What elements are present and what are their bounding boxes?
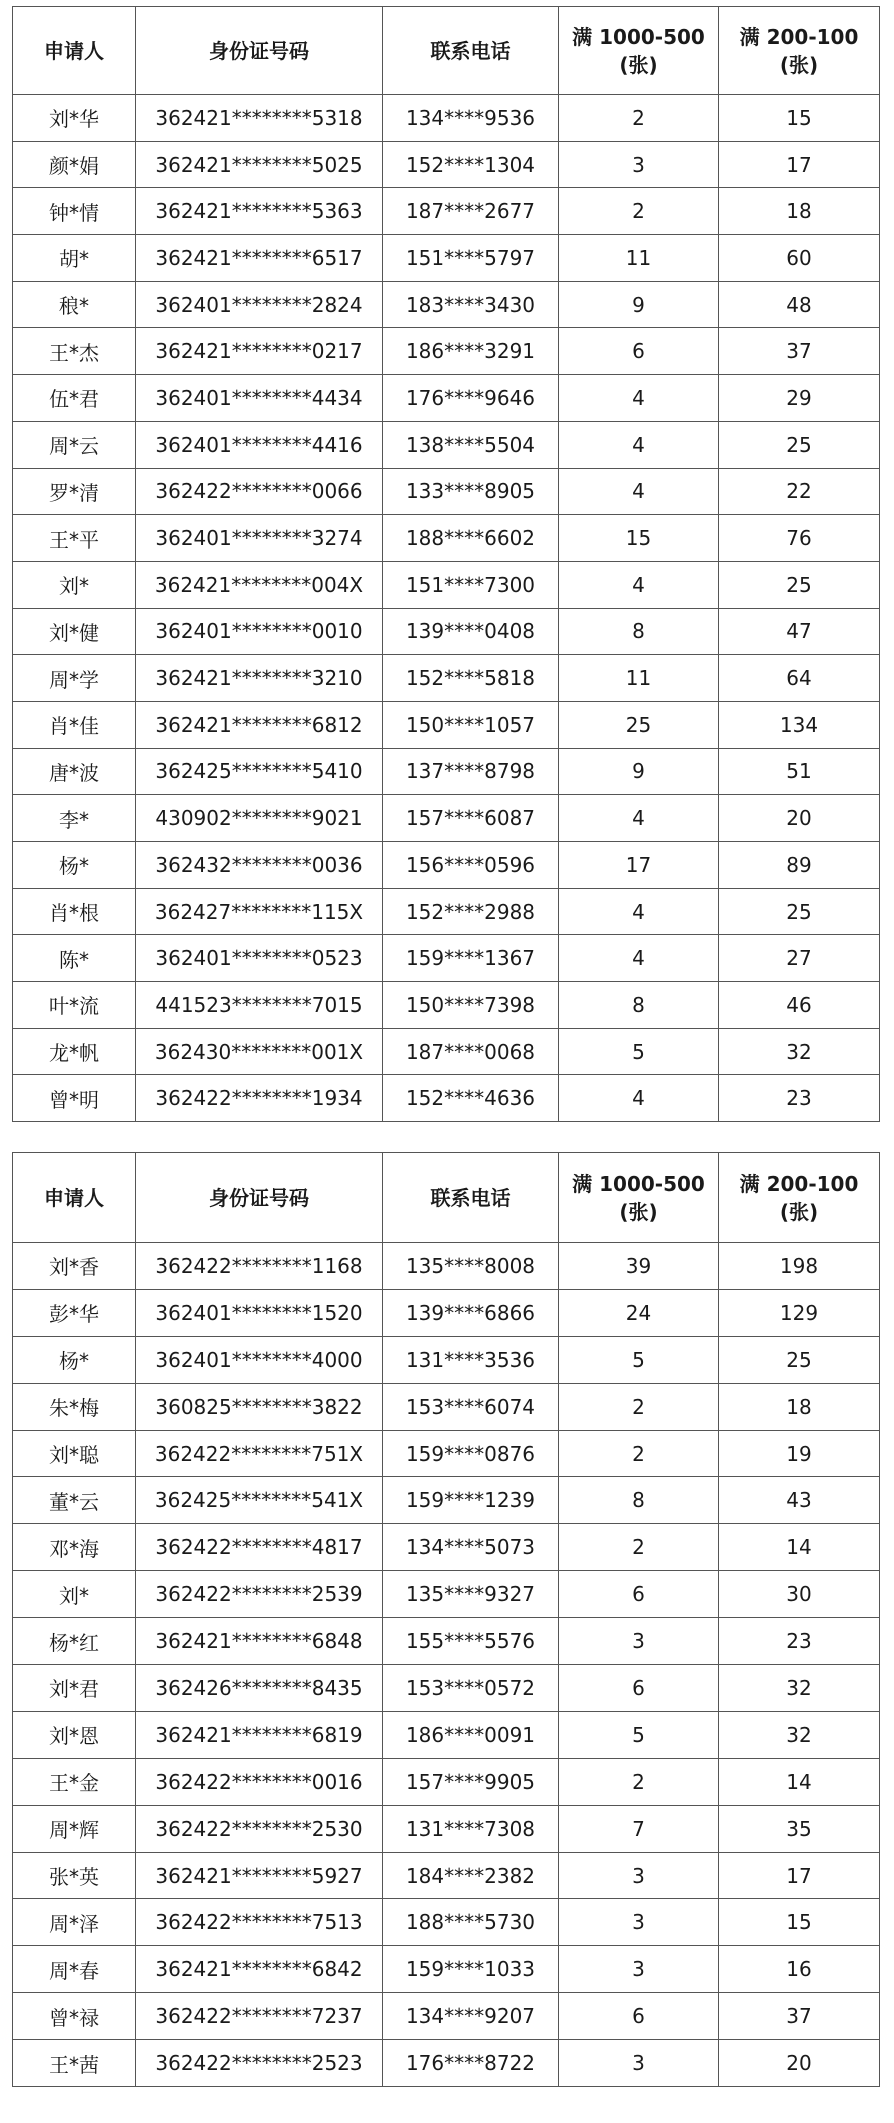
cell-coupon-1000-500: 25 xyxy=(559,701,719,748)
cell-id-number: 362401********0010 xyxy=(136,608,383,655)
cell-id-number: 362421********6848 xyxy=(136,1618,383,1665)
cell-coupon-1000-500: 5 xyxy=(559,1028,719,1075)
cell-applicant: 曾*禄 xyxy=(13,1993,136,2040)
cell-coupon-1000-500: 3 xyxy=(559,1618,719,1665)
cell-coupon-200-100: 25 xyxy=(719,1336,880,1383)
cell-phone: 137****8798 xyxy=(383,748,559,795)
cell-coupon-200-100: 129 xyxy=(719,1289,880,1336)
cell-applicant: 曾*明 xyxy=(13,1075,136,1122)
cell-id-number: 362421********6812 xyxy=(136,701,383,748)
cell-coupon-1000-500: 4 xyxy=(559,795,719,842)
cell-phone: 150****1057 xyxy=(383,701,559,748)
cell-coupon-200-100: 51 xyxy=(719,748,880,795)
cell-coupon-1000-500: 4 xyxy=(559,421,719,468)
cell-coupon-1000-500: 11 xyxy=(559,655,719,702)
cell-id-number: 362401********3274 xyxy=(136,515,383,562)
table-row xyxy=(13,375,880,422)
table-row xyxy=(13,655,880,702)
table-row xyxy=(13,141,880,188)
cell-applicant: 颜*娟 xyxy=(13,141,136,188)
cell-phone: 138****5504 xyxy=(383,421,559,468)
table-row xyxy=(13,1524,880,1571)
cell-phone: 152****2988 xyxy=(383,888,559,935)
cell-applicant: 李* xyxy=(13,795,136,842)
cell-coupon-200-100: 25 xyxy=(719,561,880,608)
cell-coupon-200-100: 17 xyxy=(719,1852,880,1899)
header-row xyxy=(13,7,880,95)
cell-coupon-1000-500: 5 xyxy=(559,1711,719,1758)
table-row xyxy=(13,421,880,468)
cell-coupon-200-100: 18 xyxy=(719,188,880,235)
cell-coupon-1000-500: 3 xyxy=(559,141,719,188)
cell-applicant: 唐*波 xyxy=(13,748,136,795)
table-row xyxy=(13,888,880,935)
cell-phone: 159****1033 xyxy=(383,1946,559,1993)
table-row xyxy=(13,1993,880,2040)
cell-applicant: 稂* xyxy=(13,281,136,328)
cell-id-number: 362422********751X xyxy=(136,1430,383,1477)
cell-applicant: 董*云 xyxy=(13,1477,136,1524)
header-id-number: 身份证号码 xyxy=(136,7,383,95)
cell-id-number: 441523********7015 xyxy=(136,982,383,1029)
cell-applicant: 钟*情 xyxy=(13,188,136,235)
cell-coupon-1000-500: 6 xyxy=(559,1571,719,1618)
cell-coupon-200-100: 14 xyxy=(719,1758,880,1805)
table-row xyxy=(13,1430,880,1477)
cell-phone: 176****9646 xyxy=(383,375,559,422)
cell-id-number: 362401********1520 xyxy=(136,1289,383,1336)
cell-coupon-1000-500: 8 xyxy=(559,982,719,1029)
cell-coupon-200-100: 25 xyxy=(719,888,880,935)
cell-coupon-200-100: 48 xyxy=(719,281,880,328)
header-coupon-200-100-unit: (张) xyxy=(779,52,819,77)
cell-coupon-1000-500: 2 xyxy=(559,1383,719,1430)
cell-coupon-200-100: 198 xyxy=(719,1243,880,1290)
table-row xyxy=(13,1336,880,1383)
cell-coupon-200-100: 22 xyxy=(719,468,880,515)
table-row xyxy=(13,1852,880,1899)
cell-coupon-200-100: 35 xyxy=(719,1805,880,1852)
cell-coupon-1000-500: 6 xyxy=(559,1665,719,1712)
cell-coupon-200-100: 76 xyxy=(719,515,880,562)
cell-applicant: 周*泽 xyxy=(13,1899,136,1946)
cell-phone: 157****6087 xyxy=(383,795,559,842)
cell-id-number: 362421********5318 xyxy=(136,95,383,142)
cell-phone: 153****0572 xyxy=(383,1665,559,1712)
cell-phone: 153****6074 xyxy=(383,1383,559,1430)
cell-coupon-200-100: 46 xyxy=(719,982,880,1029)
cell-phone: 150****7398 xyxy=(383,982,559,1029)
cell-id-number: 362422********0016 xyxy=(136,1758,383,1805)
table-row xyxy=(13,1805,880,1852)
cell-id-number: 362401********4000 xyxy=(136,1336,383,1383)
cell-id-number: 362432********0036 xyxy=(136,842,383,889)
cell-applicant: 刘*恩 xyxy=(13,1711,136,1758)
header-id-number: 身份证号码 xyxy=(136,1153,383,1243)
cell-applicant: 刘*香 xyxy=(13,1243,136,1290)
cell-coupon-200-100: 19 xyxy=(719,1430,880,1477)
cell-phone: 152****5818 xyxy=(383,655,559,702)
cell-phone: 151****5797 xyxy=(383,235,559,282)
table-body xyxy=(13,95,880,1122)
table-row xyxy=(13,1571,880,1618)
cell-coupon-200-100: 15 xyxy=(719,95,880,142)
cell-coupon-1000-500: 7 xyxy=(559,1805,719,1852)
cell-coupon-200-100: 20 xyxy=(719,795,880,842)
cell-id-number: 430902********9021 xyxy=(136,795,383,842)
cell-id-number: 360825********3822 xyxy=(136,1383,383,1430)
cell-applicant: 朱*梅 xyxy=(13,1383,136,1430)
header-coupon-200-100 xyxy=(719,1153,880,1243)
cell-applicant: 王*杰 xyxy=(13,328,136,375)
cell-applicant: 刘*君 xyxy=(13,1665,136,1712)
cell-coupon-1000-500: 2 xyxy=(559,1524,719,1571)
cell-id-number: 362427********115X xyxy=(136,888,383,935)
header-coupon-1000-500 xyxy=(559,7,719,95)
header-coupon-1000-500-unit: (张) xyxy=(619,1199,658,1224)
cell-applicant: 张*英 xyxy=(13,1852,136,1899)
cell-coupon-200-100: 64 xyxy=(719,655,880,702)
cell-id-number: 362422********7237 xyxy=(136,1993,383,2040)
cell-coupon-200-100: 32 xyxy=(719,1665,880,1712)
cell-coupon-200-100: 15 xyxy=(719,1899,880,1946)
cell-coupon-1000-500: 3 xyxy=(559,2040,719,2087)
cell-phone: 186****0091 xyxy=(383,1711,559,1758)
cell-id-number: 362430********001X xyxy=(136,1028,383,1075)
cell-phone: 188****5730 xyxy=(383,1899,559,1946)
cell-id-number: 362422********0066 xyxy=(136,468,383,515)
cell-id-number: 362421********5363 xyxy=(136,188,383,235)
cell-applicant: 彭*华 xyxy=(13,1289,136,1336)
cell-applicant: 陈* xyxy=(13,935,136,982)
cell-id-number: 362401********4434 xyxy=(136,375,383,422)
header-coupon-1000-500-unit: (张) xyxy=(619,52,658,77)
cell-id-number: 362422********2523 xyxy=(136,2040,383,2087)
cell-coupon-1000-500: 2 xyxy=(559,188,719,235)
cell-applicant: 刘*聪 xyxy=(13,1430,136,1477)
cell-coupon-1000-500: 2 xyxy=(559,95,719,142)
table-row xyxy=(13,701,880,748)
cell-applicant: 刘* xyxy=(13,1571,136,1618)
cell-coupon-1000-500: 9 xyxy=(559,281,719,328)
cell-coupon-200-100: 30 xyxy=(719,1571,880,1618)
cell-applicant: 周*辉 xyxy=(13,1805,136,1852)
cell-coupon-200-100: 20 xyxy=(719,2040,880,2087)
cell-coupon-1000-500: 4 xyxy=(559,935,719,982)
table-row xyxy=(13,188,880,235)
table-row xyxy=(13,1711,880,1758)
table-row xyxy=(13,1665,880,1712)
cell-coupon-200-100: 134 xyxy=(719,701,880,748)
table-row xyxy=(13,1028,880,1075)
cell-coupon-200-100: 37 xyxy=(719,328,880,375)
cell-applicant: 王*茜 xyxy=(13,2040,136,2087)
cell-applicant: 王*平 xyxy=(13,515,136,562)
cell-phone: 159****0876 xyxy=(383,1430,559,1477)
table-row xyxy=(13,1899,880,1946)
applicant-table-1 xyxy=(12,6,880,1122)
cell-applicant: 王*金 xyxy=(13,1758,136,1805)
cell-id-number: 362421********0217 xyxy=(136,328,383,375)
cell-coupon-200-100: 47 xyxy=(719,608,880,655)
header-coupon-1000-500-line1: 满 1000-500 xyxy=(572,1171,705,1196)
header-coupon-200-100 xyxy=(719,7,880,95)
cell-applicant: 周*云 xyxy=(13,421,136,468)
cell-phone: 134****5073 xyxy=(383,1524,559,1571)
table-row xyxy=(13,748,880,795)
cell-coupon-200-100: 27 xyxy=(719,935,880,982)
cell-coupon-1000-500: 11 xyxy=(559,235,719,282)
cell-id-number: 362425********5410 xyxy=(136,748,383,795)
cell-coupon-200-100: 89 xyxy=(719,842,880,889)
cell-phone: 152****4636 xyxy=(383,1075,559,1122)
cell-coupon-200-100: 14 xyxy=(719,1524,880,1571)
table-row xyxy=(13,1758,880,1805)
cell-coupon-1000-500: 6 xyxy=(559,328,719,375)
cell-coupon-1000-500: 2 xyxy=(559,1430,719,1477)
cell-id-number: 362422********1168 xyxy=(136,1243,383,1290)
cell-coupon-1000-500: 3 xyxy=(559,1852,719,1899)
cell-coupon-200-100: 60 xyxy=(719,235,880,282)
cell-phone: 133****8905 xyxy=(383,468,559,515)
cell-phone: 155****5576 xyxy=(383,1618,559,1665)
cell-applicant: 伍*君 xyxy=(13,375,136,422)
cell-coupon-1000-500: 4 xyxy=(559,1075,719,1122)
header-coupon-1000-500 xyxy=(559,1153,719,1243)
cell-id-number: 362425********541X xyxy=(136,1477,383,1524)
cell-id-number: 362422********7513 xyxy=(136,1899,383,1946)
table-body xyxy=(13,1243,880,2087)
cell-phone: 135****8008 xyxy=(383,1243,559,1290)
table-row xyxy=(13,1075,880,1122)
cell-coupon-1000-500: 4 xyxy=(559,468,719,515)
header-phone: 联系电话 xyxy=(383,1153,559,1243)
cell-phone: 157****9905 xyxy=(383,1758,559,1805)
table-row xyxy=(13,2040,880,2087)
cell-id-number: 362422********2530 xyxy=(136,1805,383,1852)
cell-applicant: 龙*帆 xyxy=(13,1028,136,1075)
table-row xyxy=(13,328,880,375)
table-header xyxy=(13,1153,880,1243)
cell-id-number: 362421********5025 xyxy=(136,141,383,188)
cell-coupon-200-100: 43 xyxy=(719,1477,880,1524)
cell-coupon-200-100: 17 xyxy=(719,141,880,188)
cell-id-number: 362422********1934 xyxy=(136,1075,383,1122)
cell-phone: 139****6866 xyxy=(383,1289,559,1336)
cell-coupon-200-100: 18 xyxy=(719,1383,880,1430)
cell-coupon-200-100: 25 xyxy=(719,421,880,468)
table-row xyxy=(13,795,880,842)
cell-id-number: 362401********0523 xyxy=(136,935,383,982)
cell-applicant: 刘*健 xyxy=(13,608,136,655)
header-row xyxy=(13,1153,880,1243)
cell-coupon-1000-500: 3 xyxy=(559,1946,719,1993)
table-row xyxy=(13,1243,880,1290)
cell-phone: 176****8722 xyxy=(383,2040,559,2087)
table-row xyxy=(13,468,880,515)
cell-applicant: 杨* xyxy=(13,1336,136,1383)
cell-coupon-1000-500: 8 xyxy=(559,1477,719,1524)
cell-phone: 183****3430 xyxy=(383,281,559,328)
cell-coupon-200-100: 32 xyxy=(719,1028,880,1075)
cell-phone: 156****0596 xyxy=(383,842,559,889)
cell-phone: 152****1304 xyxy=(383,141,559,188)
cell-coupon-1000-500: 8 xyxy=(559,608,719,655)
cell-phone: 135****9327 xyxy=(383,1571,559,1618)
header-coupon-200-100-line1: 满 200-100 xyxy=(739,24,859,49)
table-row xyxy=(13,1477,880,1524)
header-coupon-1000-500-line1: 满 1000-500 xyxy=(572,24,705,49)
cell-coupon-200-100: 32 xyxy=(719,1711,880,1758)
cell-coupon-1000-500: 24 xyxy=(559,1289,719,1336)
cell-id-number: 362421********5927 xyxy=(136,1852,383,1899)
cell-coupon-1000-500: 3 xyxy=(559,1899,719,1946)
cell-coupon-1000-500: 39 xyxy=(559,1243,719,1290)
table-row xyxy=(13,281,880,328)
cell-coupon-1000-500: 2 xyxy=(559,1758,719,1805)
cell-id-number: 362422********2539 xyxy=(136,1571,383,1618)
cell-applicant: 胡* xyxy=(13,235,136,282)
cell-phone: 134****9536 xyxy=(383,95,559,142)
cell-id-number: 362426********8435 xyxy=(136,1665,383,1712)
table-row xyxy=(13,95,880,142)
cell-applicant: 肖*佳 xyxy=(13,701,136,748)
cell-coupon-1000-500: 17 xyxy=(559,842,719,889)
cell-applicant: 周*春 xyxy=(13,1946,136,1993)
cell-coupon-200-100: 23 xyxy=(719,1075,880,1122)
cell-coupon-200-100: 29 xyxy=(719,375,880,422)
table-row xyxy=(13,1289,880,1336)
cell-phone: 134****9207 xyxy=(383,1993,559,2040)
table-row xyxy=(13,608,880,655)
cell-coupon-1000-500: 6 xyxy=(559,1993,719,2040)
cell-applicant: 罗*清 xyxy=(13,468,136,515)
cell-phone: 187****0068 xyxy=(383,1028,559,1075)
cell-phone: 188****6602 xyxy=(383,515,559,562)
table-header xyxy=(13,7,880,95)
cell-coupon-1000-500: 4 xyxy=(559,888,719,935)
cell-coupon-200-100: 23 xyxy=(719,1618,880,1665)
table-row xyxy=(13,1946,880,1993)
cell-id-number: 362401********2824 xyxy=(136,281,383,328)
table-row xyxy=(13,842,880,889)
table-row xyxy=(13,1383,880,1430)
cell-phone: 151****7300 xyxy=(383,561,559,608)
cell-phone: 139****0408 xyxy=(383,608,559,655)
cell-phone: 184****2382 xyxy=(383,1852,559,1899)
cell-phone: 131****3536 xyxy=(383,1336,559,1383)
cell-coupon-1000-500: 4 xyxy=(559,375,719,422)
cell-id-number: 362401********4416 xyxy=(136,421,383,468)
header-coupon-200-100-unit: (张) xyxy=(779,1199,819,1224)
table-row xyxy=(13,561,880,608)
cell-applicant: 刘* xyxy=(13,561,136,608)
header-coupon-200-100-line1: 满 200-100 xyxy=(739,1171,859,1196)
header-applicant: 申请人 xyxy=(13,7,136,95)
cell-applicant: 杨*红 xyxy=(13,1618,136,1665)
cell-applicant: 杨* xyxy=(13,842,136,889)
cell-applicant: 肖*根 xyxy=(13,888,136,935)
cell-phone: 186****3291 xyxy=(383,328,559,375)
cell-applicant: 刘*华 xyxy=(13,95,136,142)
applicant-table-2 xyxy=(12,1152,880,2087)
cell-phone: 187****2677 xyxy=(383,188,559,235)
header-phone: 联系电话 xyxy=(383,7,559,95)
cell-coupon-200-100: 37 xyxy=(719,1993,880,2040)
table-row xyxy=(13,1618,880,1665)
cell-id-number: 362421********6517 xyxy=(136,235,383,282)
cell-id-number: 362421********3210 xyxy=(136,655,383,702)
table-row xyxy=(13,515,880,562)
cell-applicant: 邓*海 xyxy=(13,1524,136,1571)
table-row xyxy=(13,235,880,282)
cell-phone: 159****1239 xyxy=(383,1477,559,1524)
cell-id-number: 362422********4817 xyxy=(136,1524,383,1571)
table-row xyxy=(13,982,880,1029)
cell-id-number: 362421********6842 xyxy=(136,1946,383,1993)
table-row xyxy=(13,935,880,982)
cell-coupon-1000-500: 5 xyxy=(559,1336,719,1383)
cell-coupon-200-100: 16 xyxy=(719,1946,880,1993)
cell-phone: 159****1367 xyxy=(383,935,559,982)
cell-phone: 131****7308 xyxy=(383,1805,559,1852)
cell-coupon-1000-500: 4 xyxy=(559,561,719,608)
header-applicant: 申请人 xyxy=(13,1153,136,1243)
cell-id-number: 362421********6819 xyxy=(136,1711,383,1758)
cell-applicant: 叶*流 xyxy=(13,982,136,1029)
cell-coupon-1000-500: 15 xyxy=(559,515,719,562)
cell-applicant: 周*学 xyxy=(13,655,136,702)
cell-id-number: 362421********004X xyxy=(136,561,383,608)
cell-coupon-1000-500: 9 xyxy=(559,748,719,795)
